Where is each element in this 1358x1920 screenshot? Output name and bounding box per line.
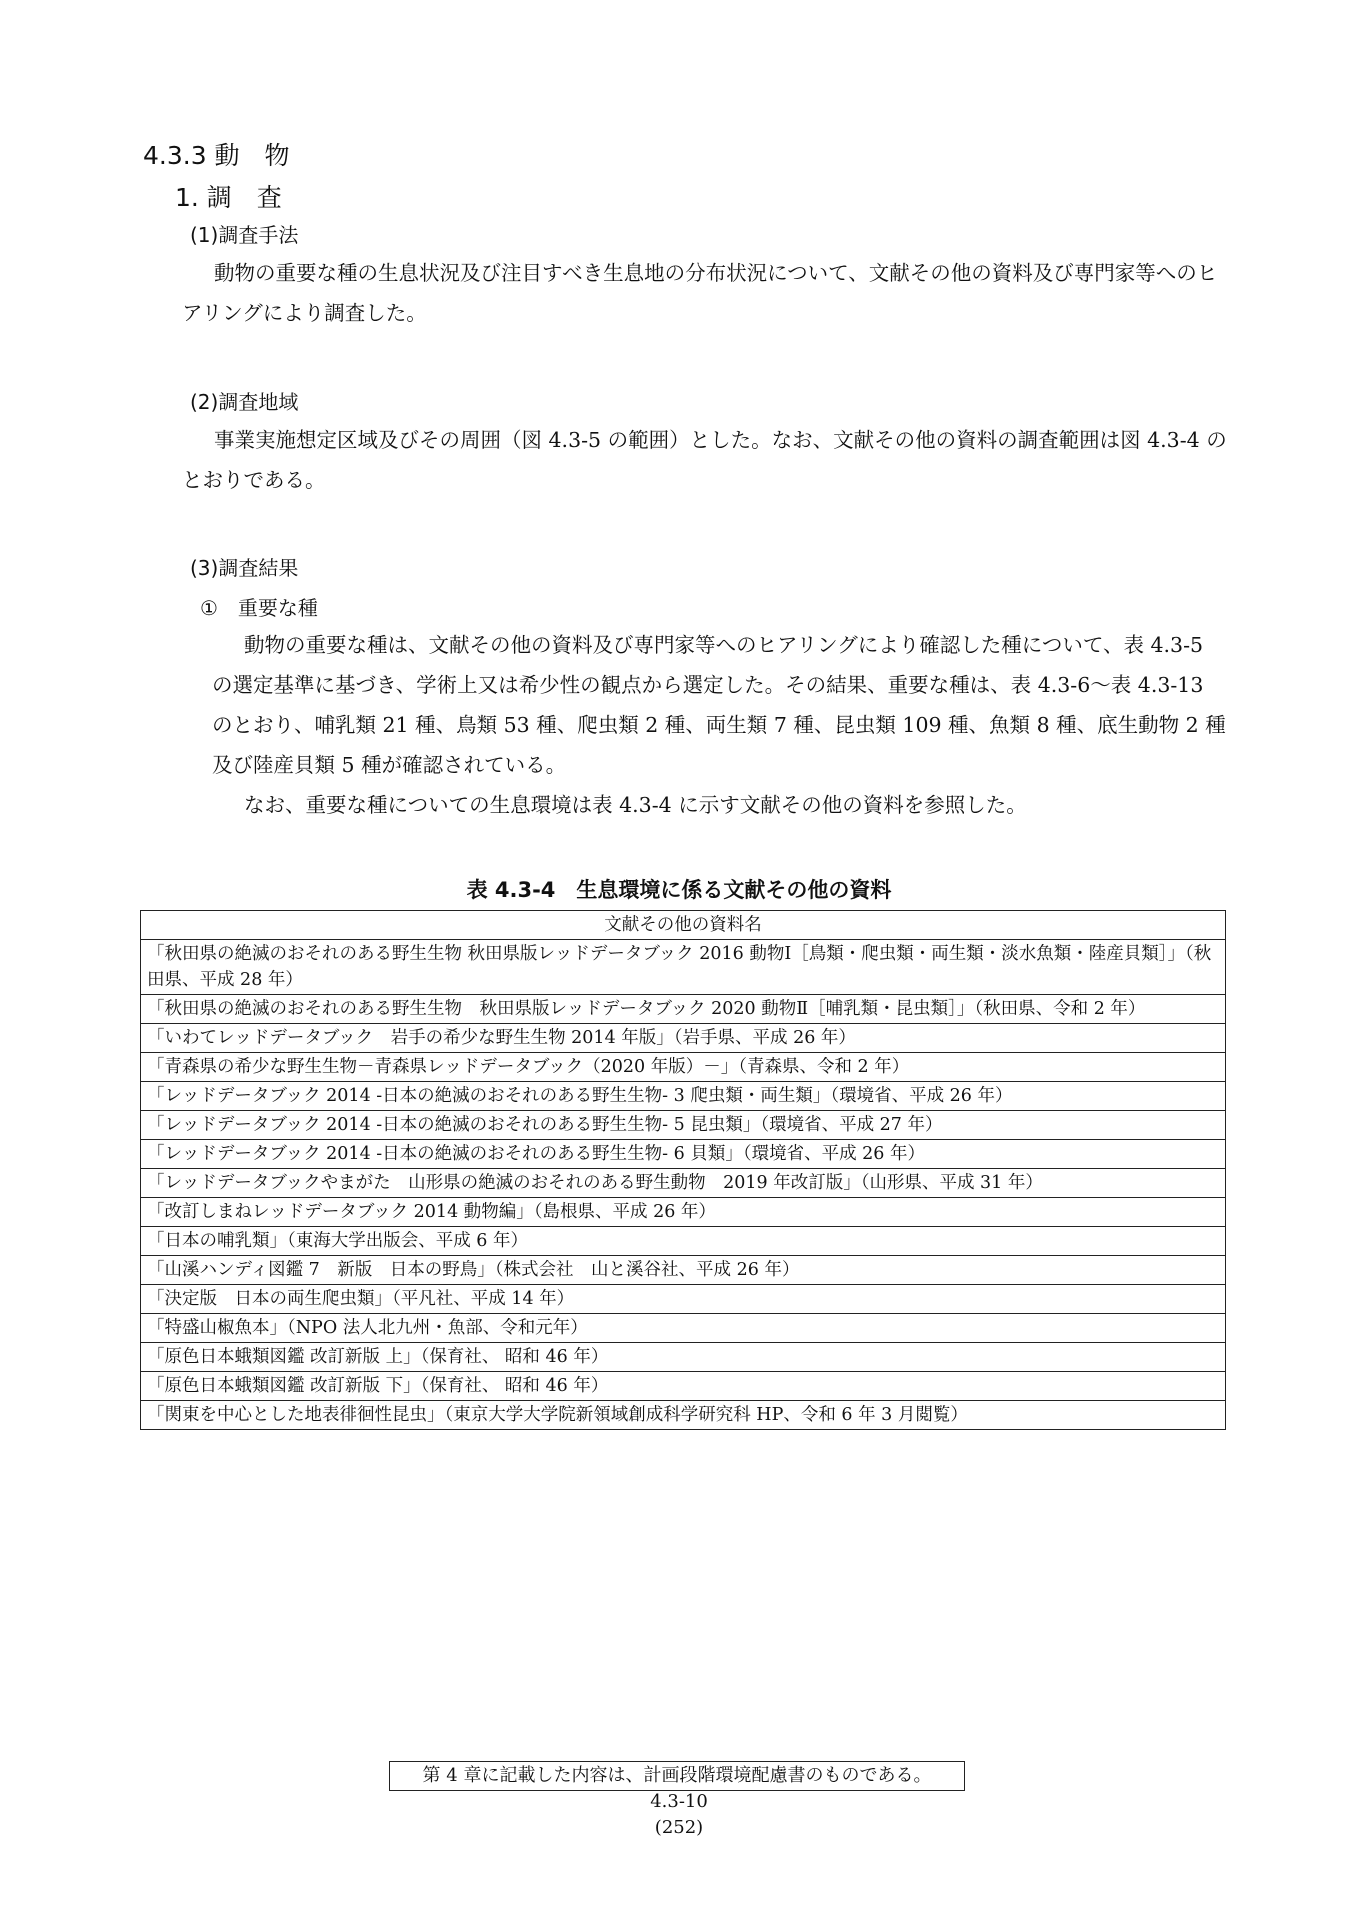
table-cell: 「原色日本蛾類図鑑 改訂新版 下」（保育社、 昭和 46 年） xyxy=(141,1372,1226,1401)
table-cell: 「秋田県の絶滅のおそれのある野生生物 秋田県版レッドデータブック 2020 動物Ⅱ［哺乳類・昆虫類］」（秋田県、令和 2 年） xyxy=(141,995,1226,1024)
important-species-heading: ① 重要な種 xyxy=(200,596,318,620)
table-row xyxy=(141,1169,1226,1198)
important-species-body: 動物の重要な種は、文献その他の資料及び専門家等へのヒアリングにより確認した種について、表 4.3-5 の選定基準に基づき、学術上又は希少性の観点から選定した。その結果、重要な種は、表 4.3-6～表 4.3-13 のとおり、哺乳類 21 種、鳥類 53 種、爬虫類 2 種、両生類 7 種、昆虫類 109 種、魚類 8 種、底生動物 2 種及び陸産貝類 5 種が確認されている。 xyxy=(212,633,1226,777)
table-row xyxy=(141,1082,1226,1111)
method-body: 動物の重要な種の生息状況及び注目すべき生息地の分布状況について、文献その他の資料及び専門家等へのヒアリングにより調査した。 xyxy=(182,261,1218,325)
table-cell: 「決定版 日本の両生爬虫類」（平凡社、平成 14 年） xyxy=(141,1285,1226,1314)
table-row xyxy=(141,1285,1226,1314)
table-cell: 「特盛山椒魚本」（NPO 法人北九州・魚部、令和元年） xyxy=(141,1314,1226,1343)
table-row xyxy=(141,1198,1226,1227)
area-body: 事業実施想定区域及びその周囲（図 4.3-5 の範囲）とした。なお、文献その他の資料の調査範囲は図 4.3-4 のとおりである。 xyxy=(182,428,1227,492)
table-cell: 「山溪ハンディ図鑑 7 新版 日本の野鳥」（株式会社 山と溪谷社、平成 26 年） xyxy=(141,1256,1226,1285)
table-title: 表 4.3-4 生息環境に係る文献その他の資料 xyxy=(466,878,892,902)
page-number: 4.3-10 xyxy=(650,1791,708,1812)
section-heading: 4.3.3 動 物 xyxy=(143,141,290,170)
table-cell: 「原色日本蛾類図鑑 改訂新版 上」（保育社、 昭和 46 年） xyxy=(141,1343,1226,1372)
table-cell: 「改訂しまねレッドデータブック 2014 動物編」（島根県、平成 26 年） xyxy=(141,1198,1226,1227)
table-row xyxy=(141,995,1226,1024)
table-row xyxy=(141,1024,1226,1053)
table-row xyxy=(141,1227,1226,1256)
table-cell: 「レッドデータブック 2014 -日本の絶滅のおそれのある野生生物- 3 爬虫類・両生類」（環境省、平成 26 年） xyxy=(141,1082,1226,1111)
table-row xyxy=(141,1111,1226,1140)
table-row xyxy=(141,1140,1226,1169)
page-total: (252) xyxy=(654,1817,704,1838)
area-heading: (2)調査地域 xyxy=(190,390,299,414)
table-row xyxy=(141,940,1226,995)
table-row xyxy=(141,1372,1226,1401)
table-header: 文献その他の資料名 xyxy=(141,911,1226,940)
important-species-note: なお、重要な種についての生息環境は表 4.3-4 に示す文献その他の資料を参照した。 xyxy=(244,793,1027,817)
table-cell: 「レッドデータブック 2014 -日本の絶滅のおそれのある野生生物- 6 貝類」（環境省、平成 26 年） xyxy=(141,1140,1226,1169)
table-cell: 「青森県の希少な野生生物－青森県レッドデータブック（2020 年版）－」（青森県、令和 2 年） xyxy=(141,1053,1226,1082)
results-heading: (3)調査結果 xyxy=(190,556,299,580)
subsection-heading: 1. 調 査 xyxy=(175,183,282,212)
table-row xyxy=(141,1343,1226,1372)
footer-note: 第 4 章に記載した内容は、計画段階環境配慮書のものである。 xyxy=(389,1761,965,1791)
table-row xyxy=(141,1314,1226,1343)
table-cell: 「日本の哺乳類」（東海大学出版会、平成 6 年） xyxy=(141,1227,1226,1256)
table-row xyxy=(141,1053,1226,1082)
table-row xyxy=(141,1401,1226,1430)
table-cell: 「関東を中心とした地表徘徊性昆虫」（東京大学大学院新領域創成科学研究科 HP、令和 6 年 3 月閲覧） xyxy=(141,1401,1226,1430)
table-cell: 「いわてレッドデータブック 岩手の希少な野生生物 2014 年版」（岩手県、平成 26 年） xyxy=(141,1024,1226,1053)
table-cell: 「秋田県の絶滅のおそれのある野生生物 秋田県版レッドデータブック 2016 動物Ⅰ［鳥類・爬虫類・両生類・淡水魚類・陸産貝類］」（秋田県、平成 28 年） xyxy=(141,940,1226,995)
table-cell: 「レッドデータブック 2014 -日本の絶滅のおそれのある野生生物- 5 昆虫類」（環境省、平成 27 年） xyxy=(141,1111,1226,1140)
table-cell: 「レッドデータブックやまがた 山形県の絶滅のおそれのある野生動物 2019 年改訂版」（山形県、平成 31 年） xyxy=(141,1169,1226,1198)
table-row xyxy=(141,1256,1226,1285)
method-heading: (1)調査手法 xyxy=(190,223,299,247)
references-table xyxy=(140,910,1226,1430)
